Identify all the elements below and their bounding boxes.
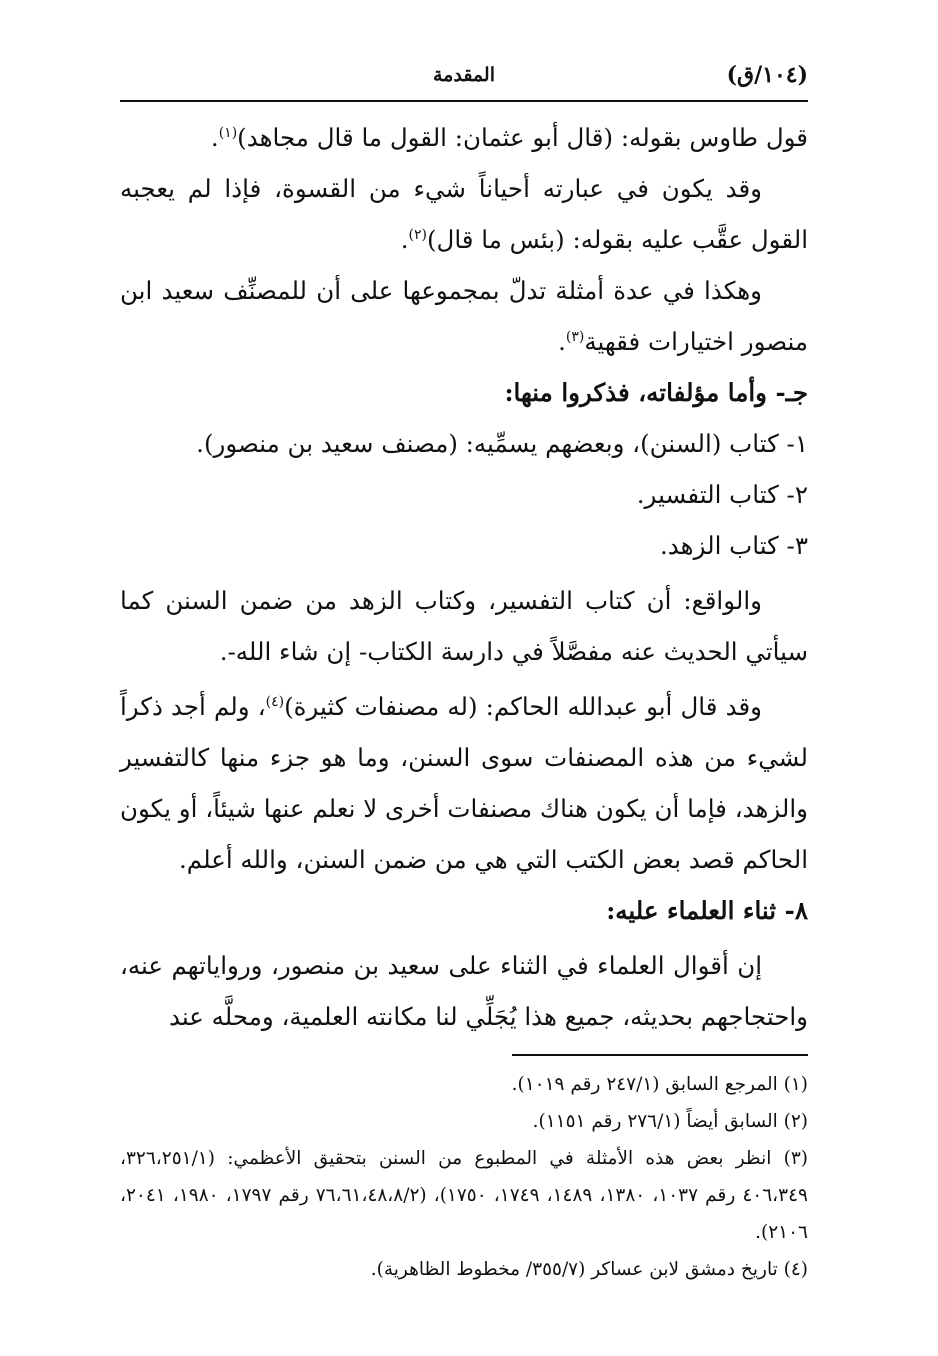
footnotes [120, 1066, 808, 1288]
list-item: ٣- كتاب الزهد. [660, 531, 808, 560]
page-header [120, 58, 808, 94]
footnote-3: (٣) انظر بعض هذه الأمثلة في المطبوع من السنن بتحقيق الأعظمي: (٣٢٦،٢٥١/١، ٤٠٦،٣٤٩ رقم ١٠٣٧، ١٣٨٠، ١٤٨٩، ١٧٤٩، ١٧٥٠)، (٧٦،٦١،٤٨،٨/٢ رقم ١٧٩٧، ١٩٨٠، ٢٠٤١، ٢١٠٦). [120, 1148, 808, 1243]
paragraph-6-text-b: ، ولم أجد ذكراً لشيء من هذه المصنفات سوى السنن، وما هو جزء منها كالتفسير والزهد، فإما أن يكون هناك مصنفات أخرى لا نعلم عنها شيئاً، أو يكون الحاكم قصد بعض الكتب التي هي من ضمن السنن، والله أعلم. [120, 692, 808, 874]
list-item: ٢- كتاب التفسير. [636, 480, 808, 509]
paragraph-1-text: قول طاوس بقوله: (قال أبو عثمان: القول ما قال مجاهد) [237, 123, 808, 152]
running-title: المقدمة [432, 64, 495, 86]
paragraph-2-end: . [400, 225, 409, 254]
paragraph-2 [120, 163, 808, 265]
paragraph-6 [120, 681, 808, 885]
footnote-ref-1: (١) [218, 124, 238, 141]
footnote-ref-2: (٢) [408, 226, 427, 243]
footnote-ref-4: (٤) [265, 693, 285, 710]
paragraph-1 [120, 112, 808, 163]
section-c-heading: جـ- وأما مؤلفاته، فذكروا منها: [504, 378, 808, 407]
section-8-heading: ٨- ثناء العلماء عليه: [606, 896, 808, 925]
header-rule [120, 100, 808, 102]
paragraph-5: والواقع: أن كتاب التفسير، وكتاب الزهد من ضمن السنن كما سيأتي الحديث عنه مفصَّلاً في دارسة الكتاب- إن شاء الله-. [120, 586, 808, 666]
footnote-1: (١) المرجع السابق (٢٤٧/١ رقم ١٠١٩). [511, 1074, 808, 1095]
footnote-2: (٢) السابق أيضاً (٢٧٦/١ رقم ١١٥١). [532, 1111, 808, 1132]
paragraph-3 [120, 265, 808, 367]
folio-reference: (١٠٤/ق) [726, 62, 808, 88]
paragraph-1-end: . [210, 123, 219, 152]
paragraph-7: إن أقوال العلماء في الثناء على سعيد بن منصور، ورواياتهم عنه، واحتجاجهم بحديثه، جميع هذا يُجَلِّي لنا مكانته العلمية، ومحلَّه عند [120, 951, 808, 1031]
paragraph-6-text-a: وقد قال أبو عبدالله الحاكم: (له مصنفات كثيرة) [284, 692, 762, 721]
paragraph-3-text: وهكذا في عدة أمثلة تدلّ بمجموعها على أن للمصنِّف سعيد ابن منصور اختيارات فقهية [120, 276, 808, 356]
list-item: ١- كتاب (السنن)، وبعضهم يسمِّيه: (مصنف سعيد بن منصور). [196, 429, 808, 458]
footnote-ref-3: (٣) [565, 328, 585, 345]
main-text [120, 112, 808, 1042]
paragraph-2-text: وقد يكون في عبارته أحياناً شيء من القسوة، فإذا لم يعجبه القول عقَّب عليه بقوله: (بئس ما قال) [120, 174, 808, 254]
footnote-4: (٤) تاريخ دمشق لابن عساكر (٣٥٥/٧/ مخطوط الظاهرية). [370, 1259, 808, 1280]
footnote-rule [512, 1054, 808, 1056]
paragraph-3-end: . [558, 327, 566, 356]
